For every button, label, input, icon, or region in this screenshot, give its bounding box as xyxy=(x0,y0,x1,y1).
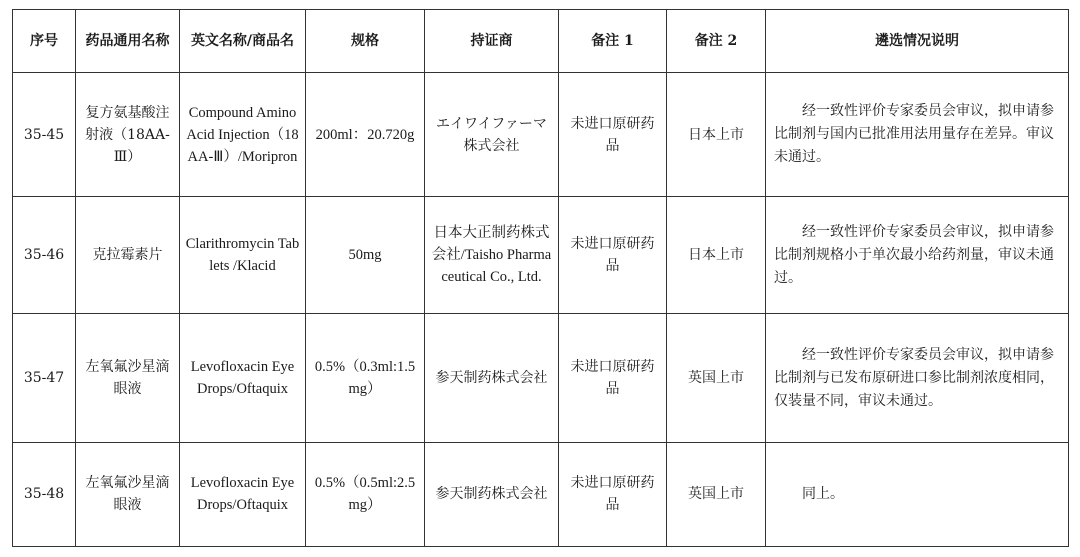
cell-remark1: 未进口原研药品 xyxy=(559,314,667,442)
document-page xyxy=(12,9,1068,547)
cell-spec: 0.5%（0.5ml:2.5mg） xyxy=(306,442,425,546)
table-row xyxy=(13,197,1069,314)
cell-remark2: 日本上市 xyxy=(667,73,766,197)
table-row xyxy=(13,442,1069,546)
cell-no: 35-46 xyxy=(13,197,76,314)
cell-spec: 0.5%（0.3ml:1.5mg） xyxy=(306,314,425,442)
cell-holder: 日本大正制药株式会社/Taisho Pharmaceutical Co., Ltd. xyxy=(425,197,559,314)
cell-remark2: 日本上市 xyxy=(667,197,766,314)
cell-selection-note: 经一致性评价专家委员会审议，拟申请参比制剂与已发布原研进口参比制剂浓度相同，仅装量不同，审议未通过。 xyxy=(766,314,1069,442)
cell-selection-note: 经一致性评价专家委员会审议，拟申请参比制剂规格小于单次最小给药剂量，审议未通过。 xyxy=(766,197,1069,314)
cell-remark1: 未进口原研药品 xyxy=(559,73,667,197)
cell-spec: 50mg xyxy=(306,197,425,314)
cell-generic-name: 克拉霉素片 xyxy=(76,197,180,314)
cell-generic-name: 左氧氟沙星滴眼液 xyxy=(76,314,180,442)
cell-remark1: 未进口原研药品 xyxy=(559,442,667,546)
cell-spec: 200ml：20.720g xyxy=(306,73,425,197)
cell-selection-note: 同上。 xyxy=(766,442,1069,546)
header-remark1: 备注 1 xyxy=(559,10,667,73)
cell-english-name: Clarithromycin Tablets /Klacid xyxy=(180,197,306,314)
cell-english-name: Levofloxacin Eye Drops/Oftaquix xyxy=(180,442,306,546)
cell-holder: 参天制药株式会社 xyxy=(425,314,559,442)
cell-no: 35-48 xyxy=(13,442,76,546)
header-holder: 持证商 xyxy=(425,10,559,73)
cell-remark1: 未进口原研药品 xyxy=(559,197,667,314)
cell-holder: 参天制药株式会社 xyxy=(425,442,559,546)
header-row xyxy=(13,10,1069,73)
header-no: 序号 xyxy=(13,10,76,73)
cell-holder: エイワイファーマ株式会社 xyxy=(425,73,559,197)
cell-remark2: 英国上市 xyxy=(667,314,766,442)
cell-no: 35-45 xyxy=(13,73,76,197)
cell-no: 35-47 xyxy=(13,314,76,442)
header-generic-name: 药品通用名称 xyxy=(76,10,180,73)
header-english-name: 英文名称/商品名 xyxy=(180,10,306,73)
cell-selection-note: 经一致性评价专家委员会审议，拟申请参比制剂与国内已批准用法用量存在差异。审议未通过。 xyxy=(766,73,1069,197)
cell-generic-name: 复方氨基酸注射液（18AA-Ⅲ） xyxy=(76,73,180,197)
header-selection-note: 遴选情况说明 xyxy=(766,10,1069,73)
header-spec: 规格 xyxy=(306,10,425,73)
table-row xyxy=(13,73,1069,197)
cell-remark2: 英国上市 xyxy=(667,442,766,546)
cell-generic-name: 左氧氟沙星滴眼液 xyxy=(76,442,180,546)
table-row xyxy=(13,314,1069,442)
drug-review-table xyxy=(12,9,1069,547)
cell-english-name: Compound Amino Acid Injection（18AA-Ⅲ）/Moripron xyxy=(180,73,306,197)
header-remark2: 备注 2 xyxy=(667,10,766,73)
cell-english-name: Levofloxacin Eye Drops/Oftaquix xyxy=(180,314,306,442)
